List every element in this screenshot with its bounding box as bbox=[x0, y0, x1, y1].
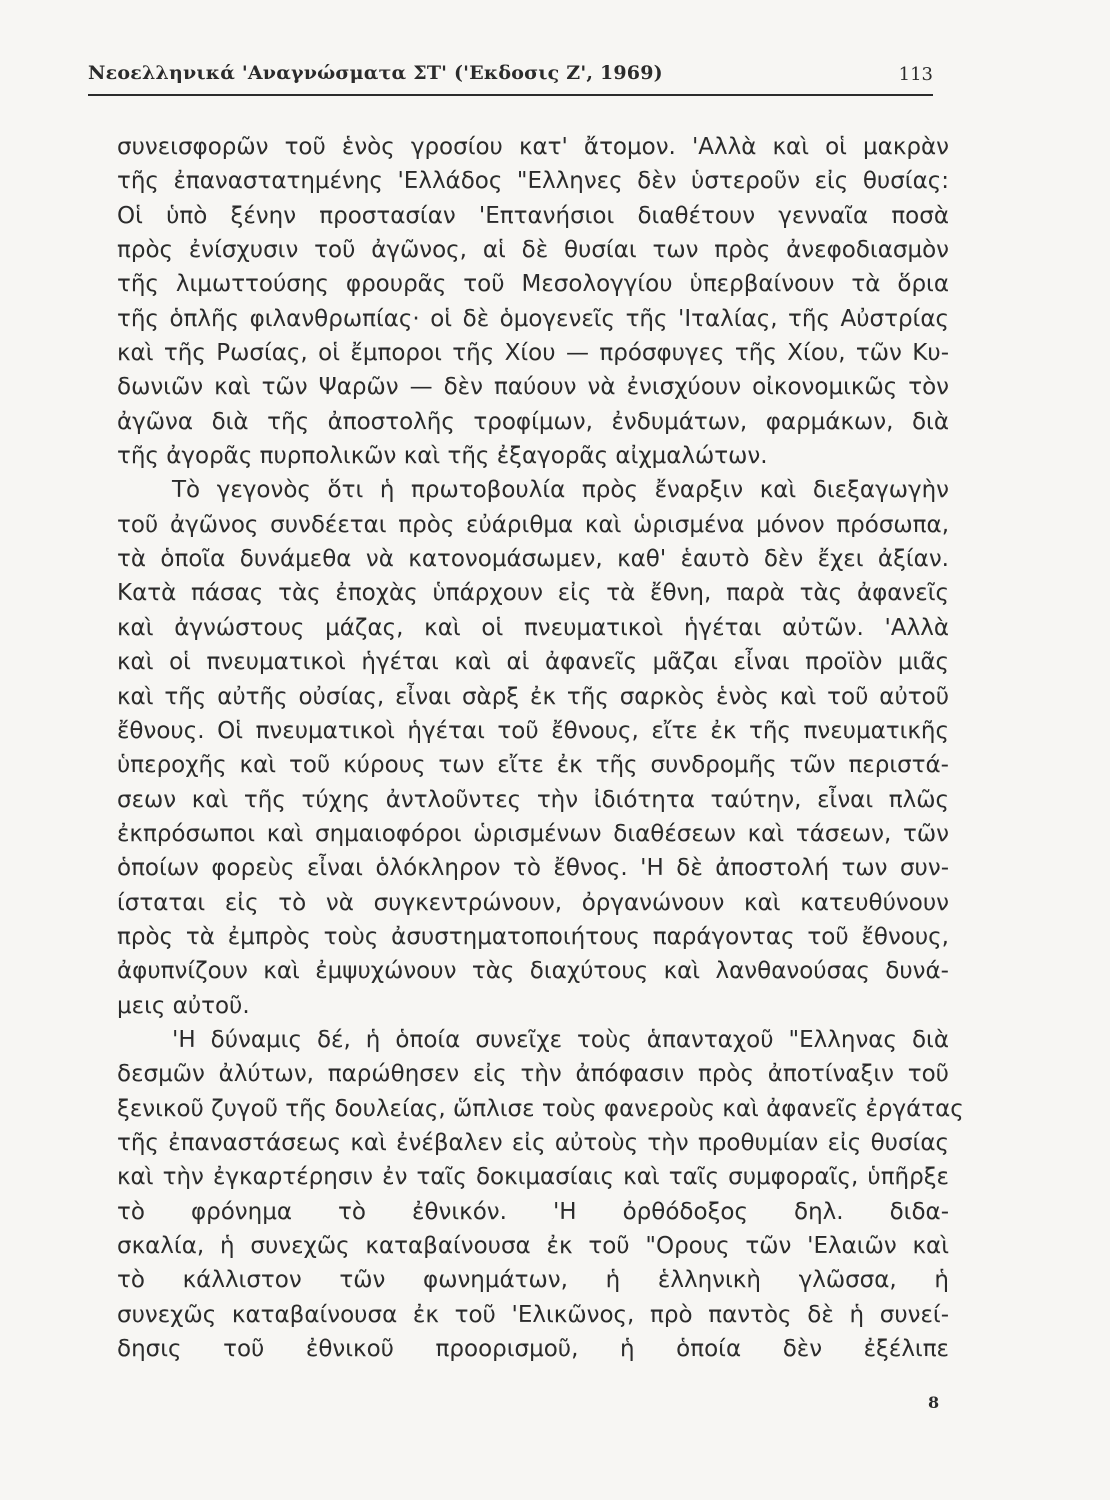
text-line: καὶ τῆς Ρωσίας, οἱ ἔμποροι τῆς Χίου — πρόσφυγες τῆς Χίου, τῶν Κυ- bbox=[117, 340, 949, 367]
text-line: ὑπεροχῆς καὶ τοῦ κύρους των εἴτε ἐκ τῆς συνδρομῆς τῶν περιστά- bbox=[117, 752, 949, 779]
text-line: τὸ φρόνημα τὸ ἐθνικόν. 'Η ὀρθόδοξος δηλ. διδα- bbox=[117, 1198, 949, 1225]
text-line: ἐκπρόσωποι καὶ σημαιοφόροι ὡρισμένων διαθέσεων καὶ τάσεων, τῶν bbox=[117, 820, 949, 847]
text-line: τὰ ὁποῖα δυνάμεθα νὰ κατονομάσωμεν, καθ' ἑαυτὸ δὲν ἔχει ἀξίαν. bbox=[117, 546, 949, 573]
text-line: τῆς ἐπαναστατημένης 'Ελλάδος "Ελληνες δὲν ὑστεροῦν εἰς θυσίας: bbox=[117, 168, 949, 195]
text-line: σκαλία, ἡ συνεχῶς καταβαίνουσα ἐκ τοῦ "Ορους τῶν 'Ελαιῶν καὶ bbox=[117, 1233, 949, 1259]
text-line: δησις τοῦ ἐθνικοῦ προορισμοῦ, ἡ ὁποία δὲν ἐξέλιπε bbox=[117, 1336, 949, 1363]
text-line: καὶ οἱ πνευματικοὶ ἡγέται καὶ αἱ ἀφανεῖς μᾶζαι εἶναι προϊὸν μιᾶς bbox=[117, 649, 949, 676]
text-line: τῆς ἐπαναστάσεως καὶ ἐνέβαλεν εἰς αὐτοὺς τὴν προθυμίαν εἰς θυσίας bbox=[117, 1129, 949, 1156]
text-line: συνεισφορῶν τοῦ ἑνὸς γροσίου κατ' ἄτομον. 'Αλλὰ καὶ οἱ μακρὰν bbox=[117, 134, 949, 160]
text-line: ίσταται εἰς τὸ νὰ συγκεντρώνουν, ὀργανώνουν καὶ κατευθύνουν bbox=[117, 889, 949, 916]
text-line: καὶ τὴν ἐγκαρτέρησιν ἐν ταῖς δοκιμασίαις καὶ ταῖς συμφοραῖς, ὑπῆρξε bbox=[117, 1164, 949, 1191]
body-text bbox=[117, 130, 964, 1366]
text-line: ἀγῶνα διὰ τῆς ἀποστολῆς τροφίμων, ἐνδυμάτων, φαρμάκων, διὰ bbox=[117, 408, 949, 435]
text-line: τοῦ ἀγῶνος συνδέεται πρὸς εὐάριθμα καὶ ὡρισμένα μόνον πρόσωπα, bbox=[117, 511, 949, 538]
signature-mark: 8 bbox=[928, 1393, 940, 1412]
text-line: μεις αὐτοῦ. bbox=[117, 992, 250, 1019]
page-number: 113 bbox=[898, 64, 933, 85]
text-line: σεων καὶ τῆς τύχης ἀντλοῦντες τὴν ἰδιότητα ταύτην, εἶναι πλῶς bbox=[117, 786, 949, 813]
text-line: ξενικοῦ ζυγοῦ τῆς δουλείας, ὥπλισε τοὺς φανεροὺς καὶ ἀφανεῖς ἐργάτας bbox=[117, 1095, 964, 1122]
text-line: τῆς ἀγορᾶς πυρπολικῶν καὶ τῆς ἐξαγορᾶς αἰχμαλώτων. bbox=[117, 443, 768, 470]
text-line: Κατὰ πάσας τὰς ἐποχὰς ὑπάρχουν εἰς τὰ ἔθνη, παρὰ τὰς ἀφανεῖς bbox=[117, 580, 949, 607]
text-line: ὁποίων φορεὺς εἶναι ὁλόκληρον τὸ ἔθνος. 'Η δὲ ἀποστολή των συν- bbox=[117, 855, 949, 882]
text-line: δωνιῶν καὶ τῶν Ψαρῶν — δὲν παύουν νὰ ἐνισχύουν οἰκονομικῶς τὸν bbox=[117, 374, 949, 401]
text-line: τῆς ὁπλῆς φιλανθρωπίας· οἱ δὲ ὁμογενεῖς τῆς 'Ιταλίας, τῆς Αὐστρίας bbox=[117, 305, 949, 332]
running-header bbox=[88, 62, 933, 96]
header-rule bbox=[88, 94, 933, 96]
text-line: δεσμῶν ἀλύτων, παρώθησεν εἰς τὴν ἀπόφασιν πρὸς ἀποτίναξιν τοῦ bbox=[117, 1061, 949, 1088]
text-line: καὶ τῆς αὐτῆς οὐσίας, εἶναι σὰρξ ἐκ τῆς σαρκὸς ἑνὸς καὶ τοῦ αὐτοῦ bbox=[117, 683, 949, 710]
text-line: Τὸ γεγονὸς ὅτι ἡ πρωτοβουλία πρὸς ἔναρξιν καὶ διεξαγωγὴν bbox=[172, 477, 949, 504]
text-line: συνεχῶς καταβαίνουσα ἐκ τοῦ 'Ελικῶνος, πρὸ παντὸς δὲ ἡ συνεί- bbox=[117, 1301, 949, 1328]
text-line: ἔθνους. Οἱ πνευματικοὶ ἡγέται τοῦ ἔθνους, εἴτε ἐκ τῆς πνευματικῆς bbox=[117, 717, 949, 744]
text-line: τῆς λιμωττούσης φρουρᾶς τοῦ Μεσολογγίου ὑπερβαίνουν τὰ ὅρια bbox=[117, 271, 949, 298]
text-line: καὶ ἀγνώστους μάζας, καὶ οἱ πνευματικοὶ ἡγέται αὐτῶν. 'Αλλὰ bbox=[117, 614, 949, 641]
text-line: ἀφυπνίζουν καὶ ἐμψυχώνουν τὰς διαχύτους καὶ λανθανούσας δυνά- bbox=[117, 958, 949, 985]
text-line: πρὸς τὰ ἐμπρὸς τοὺς ἀσυστηματοποιήτους παράγοντας τοῦ ἔθνους, bbox=[117, 923, 949, 950]
text-line: πρὸς ἐνίσχυσιν τοῦ ἀγῶνος, αἱ δὲ θυσίαι των πρὸς ἀνεφοδιασμὸν bbox=[117, 237, 949, 264]
text-line: 'Η δύναμις δέ, ἡ ὁποία συνεῖχε τοὺς ἁπανταχοῦ "Ελληνας διὰ bbox=[172, 1026, 949, 1053]
book-title: Νεοελληνικά 'Αναγνώσματα ΣΤ' ('Εκδοσις Ζ', 1969) bbox=[88, 62, 663, 84]
text-line: τὸ κάλλιστον τῶν φωνημάτων, ἡ ἑλληνικὴ γλῶσσα, ἡ bbox=[117, 1267, 949, 1294]
text-line: Οἱ ὑπὸ ξένην προστασίαν 'Επτανήσιοι διαθέτουν γενναῖα ποσὰ bbox=[117, 202, 949, 229]
